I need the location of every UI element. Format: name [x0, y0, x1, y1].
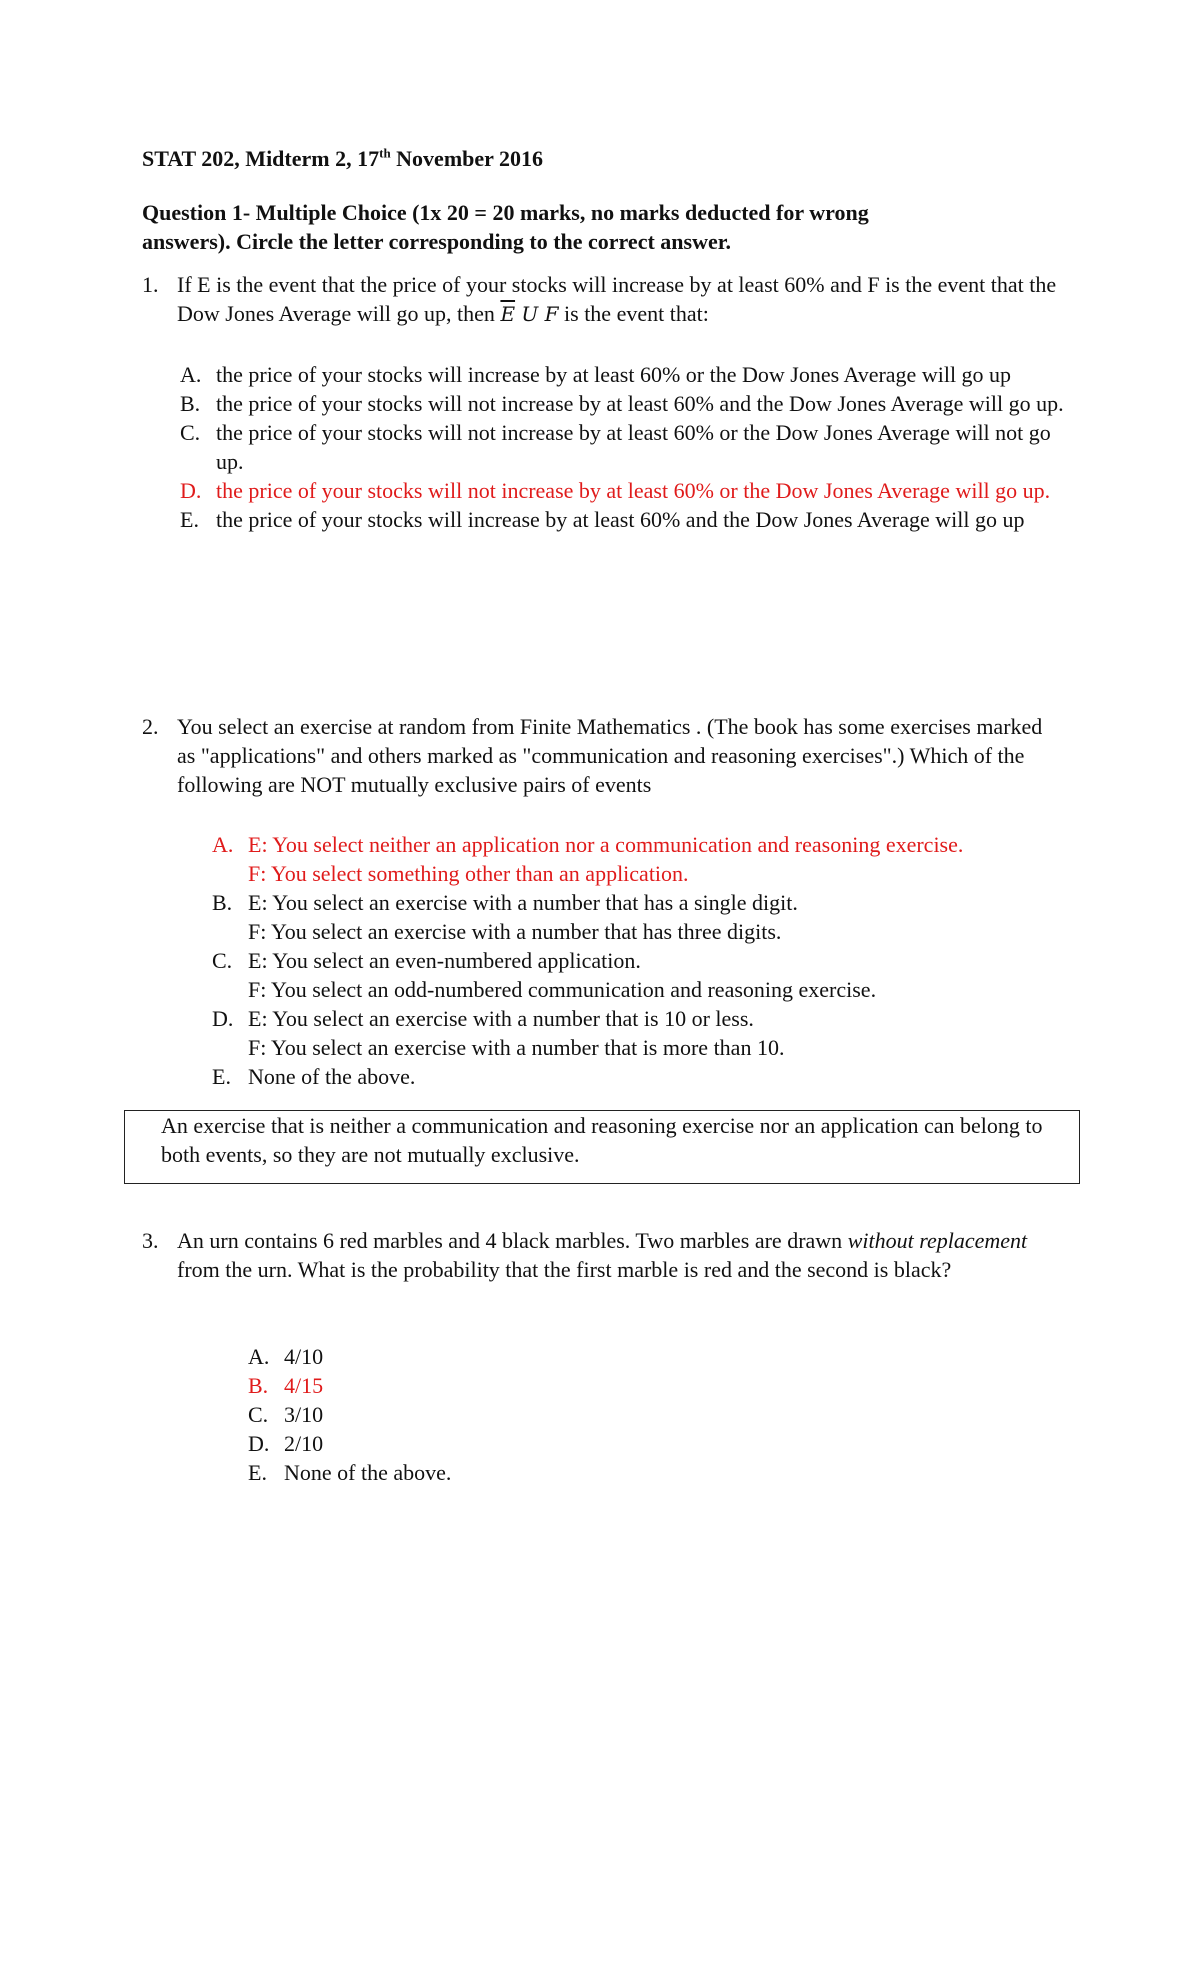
option-b[interactable] [212, 888, 1092, 946]
option-letter: C. [248, 1402, 269, 1427]
option-d[interactable] [212, 1004, 1092, 1062]
option-letter: D. [180, 478, 202, 503]
option-text: 4/10 [284, 1344, 324, 1369]
option-c[interactable] [180, 418, 1080, 476]
question-number: 3. [142, 1228, 159, 1253]
emphasis-text: replacement [919, 1228, 1028, 1253]
option-event-e: E: You select neither an application nor a communication and reasoning exercise. [248, 832, 964, 857]
option-text: 4/15 [284, 1373, 324, 1398]
math-f: F [544, 302, 559, 326]
option-b-correct[interactable] [248, 1371, 548, 1400]
option-c[interactable] [248, 1400, 548, 1429]
emphasis-text: without [847, 1228, 914, 1253]
question-text-part: An urn contains 6 red marbles and 4 black marbles. Two marbles are drawn [177, 1228, 848, 1253]
option-event-f: F: You select something other than an application. [248, 861, 689, 886]
option-text: None of the above. [284, 1460, 452, 1485]
option-letter: E. [212, 1064, 231, 1089]
question-text [177, 1226, 1057, 1284]
option-letter: C. [180, 420, 201, 445]
title-superscript: th [379, 145, 391, 161]
explanation-box [124, 1110, 1080, 1184]
option-letter: E. [248, 1460, 267, 1485]
question-number: 1. [142, 272, 159, 297]
option-letter: A. [180, 362, 202, 387]
option-e[interactable] [212, 1062, 1092, 1091]
option-a[interactable] [180, 360, 1080, 389]
question-1 [142, 270, 1082, 329]
question-3-options [248, 1342, 548, 1487]
option-text: the price of your stocks will increase by at least 60% and the Dow Jones Average will go up [216, 507, 1025, 532]
option-d-correct[interactable] [180, 476, 1080, 505]
option-a[interactable] [248, 1342, 548, 1371]
explanation-text: An exercise that is neither a communication and reasoning exercise nor an application can belong to both events, so they are not mutually exclusive. [161, 1113, 1043, 1167]
title-date: November 2016 [390, 146, 544, 171]
option-text: the price of your stocks will not increase by at least 60% and the Dow Jones Average will go up. [216, 391, 1064, 416]
option-event-f: F: You select an odd-numbered communication and reasoning exercise. [248, 977, 877, 1002]
question-text-part: If E is the event that the price of your stocks will increase by at least 60% and F is the event that the Dow Jones Average will go up, then [177, 272, 1057, 326]
option-letter: A. [248, 1344, 270, 1369]
option-letter: E. [180, 507, 199, 532]
question-instructions: Question 1- Multiple Choice (1x 20 = 20 marks, no marks deducted for wrong answers). Circle the letter corresponding to the correct answer. [142, 200, 869, 254]
option-letter: D. [248, 1431, 270, 1456]
option-event-f: F: You select an exercise with a number that has three digits. [248, 919, 782, 944]
option-event-e: E: You select an even-numbered application. [248, 948, 641, 973]
option-text: the price of your stocks will increase by at least 60% or the Dow Jones Average will go up [216, 362, 1012, 387]
option-letter: B. [248, 1373, 269, 1398]
option-letter: C. [212, 948, 233, 973]
option-event-f: F: You select an exercise with a number that is more than 10. [248, 1035, 785, 1060]
page-title [142, 144, 543, 173]
option-letter: D. [212, 1006, 234, 1031]
question-number: 2. [142, 714, 159, 739]
option-event-e: E: You select an exercise with a number that has a single digit. [248, 890, 798, 915]
math-union: U [515, 302, 545, 326]
option-c[interactable] [212, 946, 1092, 1004]
option-a-correct[interactable] [212, 830, 1092, 888]
option-letter: A. [212, 832, 234, 857]
option-text: 2/10 [284, 1431, 324, 1456]
option-event-e: E: You select an exercise with a number that is 10 or less. [248, 1006, 754, 1031]
option-e[interactable] [248, 1458, 548, 1487]
math-e-complement: $\overline{E}$ [500, 302, 516, 326]
question-text: You select an exercise at random from Finite Mathematics . (The book has some exercises marked as "applications" and others marked as "communication and reasoning exercises".) Which of the following are NOT mutually exclusive pairs of events [177, 714, 1043, 797]
option-e[interactable] [180, 505, 1080, 534]
option-text: None of the above. [248, 1064, 416, 1089]
option-letter: B. [180, 391, 201, 416]
question-text-part: from the urn. What is the probability that the first marble is red and the second is black? [177, 1257, 952, 1282]
option-text: 3/10 [284, 1402, 324, 1427]
question-text [177, 270, 1077, 329]
option-b[interactable] [180, 389, 1080, 418]
title-text: STAT 202, Midterm 2, 17 [142, 146, 380, 171]
question-2 [142, 712, 1082, 799]
question-3 [142, 1226, 1082, 1284]
option-letter: B. [212, 890, 233, 915]
question-2-options [212, 830, 1092, 1091]
option-text: the price of your stocks will not increase by at least 60% or the Dow Jones Average will go up. [216, 478, 1051, 503]
option-text: the price of your stocks will not increase by at least 60% or the Dow Jones Average will not go up. [216, 420, 1051, 474]
question-1-options [180, 360, 1080, 534]
question-text-part: is the event that: [558, 301, 709, 326]
option-d[interactable] [248, 1429, 548, 1458]
